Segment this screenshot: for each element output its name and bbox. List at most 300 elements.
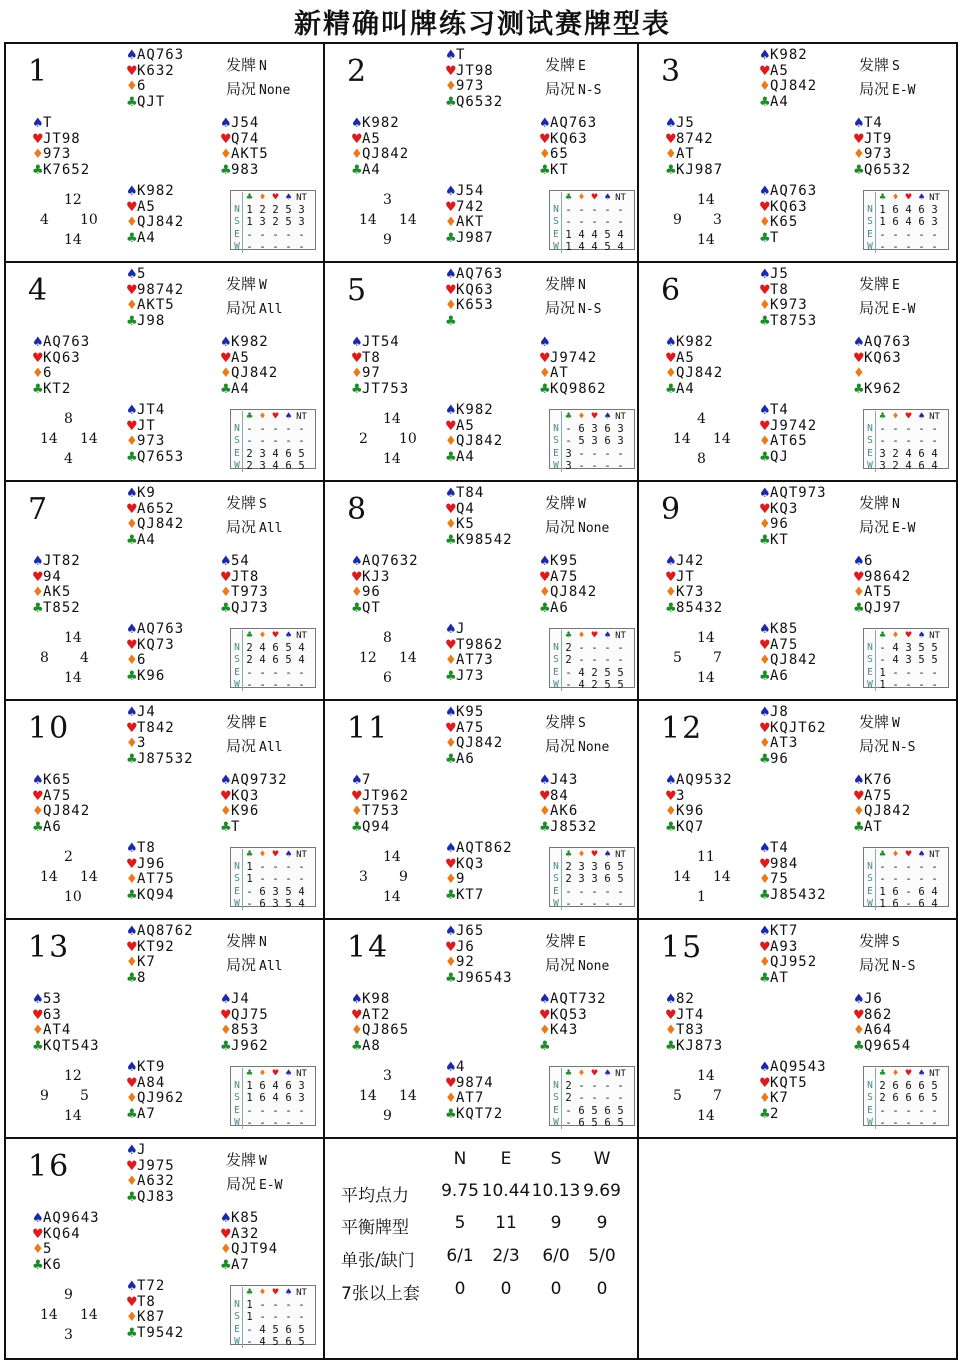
hand-e (539, 992, 607, 1054)
hand-w (351, 116, 409, 178)
heart-icon: ♥ (539, 131, 551, 147)
heart-icon: ♥ (220, 1007, 232, 1023)
hcp-e: 14 (80, 431, 98, 447)
dealer-value: N (259, 935, 267, 950)
spade-icon: ♠ (853, 992, 865, 1007)
club-icon: ♣ (853, 162, 865, 178)
cards-heart: A75 (550, 568, 579, 585)
dealer-label: 发牌 (545, 56, 576, 74)
diamond-icon: ♦ (853, 147, 865, 163)
dd-dir-label: E (551, 1105, 562, 1117)
cards-club: K98542 (456, 531, 513, 548)
suit-row-heart (445, 857, 513, 873)
cards-diamond: T753 (362, 803, 400, 820)
board-number: 9 (661, 492, 683, 527)
hand-n (126, 924, 194, 986)
dd-dir-label: E (232, 1324, 243, 1336)
suit-row-club (759, 450, 817, 466)
hcp-s: 14 (64, 232, 82, 248)
dd-header-heart-icon: ♥ (905, 411, 912, 422)
heart-icon: ♥ (126, 637, 138, 653)
club-icon: ♣ (220, 819, 232, 835)
suit-row-diamond (351, 147, 409, 163)
cards-diamond: AK5 (43, 584, 72, 601)
dd-value: - (565, 204, 572, 217)
cards-heart: Q4 (456, 500, 475, 517)
diamond-icon: ♦ (759, 955, 771, 971)
cards-spade: AQ763 (137, 621, 185, 637)
cards-diamond: AT7 (456, 1090, 485, 1107)
dd-header-club-icon: ♣ (565, 1068, 572, 1079)
hcp-w: 9 (40, 1088, 49, 1104)
dd-value: - (892, 240, 899, 253)
cards-diamond: QJ842 (864, 803, 912, 820)
dd-corner (551, 630, 562, 642)
cards-diamond: K96 (231, 803, 260, 820)
spade-icon: ♠ (759, 486, 771, 501)
cards-club: QJT (137, 93, 166, 110)
suit-row-club (126, 669, 184, 685)
heart-icon: ♥ (665, 569, 677, 585)
hand-w (32, 1211, 100, 1273)
cards-club: A4 (770, 93, 789, 110)
dd-value: - (591, 897, 598, 910)
cards-heart: JT8 (231, 568, 260, 585)
vulnerability-info (226, 516, 283, 537)
suit-row-diamond (126, 955, 194, 971)
dealer-label: 发牌 (226, 494, 257, 512)
hcp-s: 9 (383, 232, 392, 248)
hcp-w: 14 (673, 869, 691, 885)
hand-e (539, 116, 597, 178)
suit-row-spade (759, 622, 817, 638)
dd-header-diamond-icon: ♦ (259, 411, 266, 422)
suit-row-club (759, 971, 817, 987)
hand-n (445, 924, 513, 986)
spade-icon: ♠ (853, 773, 865, 788)
dd-value: - (298, 666, 305, 679)
dd-value: - (259, 1299, 266, 1312)
diamond-icon: ♦ (759, 653, 771, 669)
dd-value: - (905, 873, 912, 886)
spade-icon: ♠ (445, 924, 457, 939)
cards-club: Q6532 (456, 93, 504, 110)
dd-value: - (578, 459, 585, 472)
hcp-e: 14 (399, 212, 417, 228)
suit-row-heart (126, 1076, 184, 1092)
dd-value: - (905, 1104, 912, 1117)
spade-icon: ♠ (539, 116, 551, 131)
summary-header: N (453, 1149, 467, 1169)
spade-icon: ♠ (759, 403, 771, 418)
dd-header-heart-icon: ♥ (905, 630, 912, 641)
dd-dir-label: W (232, 460, 243, 472)
dd-dir-label: E (865, 1105, 876, 1117)
vulnerability-info (226, 78, 290, 99)
cards-heart: JT4 (676, 1006, 705, 1023)
suit-row-club (445, 533, 513, 549)
heart-icon: ♥ (759, 199, 771, 215)
vulnerability-info (859, 735, 916, 756)
vul-label: 局况 (226, 518, 257, 536)
hcp-n: 14 (697, 1068, 715, 1084)
suit-row-club (539, 1039, 607, 1055)
dd-corner (865, 630, 876, 642)
heart-icon: ♥ (445, 1075, 457, 1091)
hcp-e: 7 (713, 1088, 722, 1104)
heart-icon: ♥ (759, 637, 771, 653)
club-icon: ♣ (32, 1038, 44, 1054)
heart-icon: ♥ (126, 939, 138, 955)
board-number: 3 (661, 54, 683, 89)
suit-row-heart (126, 419, 184, 435)
dd-header-club-icon: ♣ (565, 630, 572, 641)
cards-diamond: 96 (362, 584, 381, 601)
suit-row-club (445, 669, 503, 685)
dd-value: - (617, 654, 624, 667)
spade-icon: ♠ (32, 773, 44, 788)
club-icon: ♣ (126, 970, 138, 986)
cards-spade: AQ763 (550, 115, 598, 131)
spade-icon: ♠ (445, 486, 457, 501)
suit-row-diamond (126, 1091, 184, 1107)
dd-value: 4 (578, 666, 585, 679)
diamond-icon: ♦ (759, 1091, 771, 1107)
suit-row-diamond (853, 1023, 911, 1039)
suit-row-spade (759, 705, 827, 721)
dd-value: - (285, 873, 292, 886)
dd-dir-label: W (551, 898, 562, 910)
dd-dir-label: S (232, 873, 243, 885)
dd-value: - (918, 228, 925, 241)
dd-header-spade-icon: ♠ (285, 192, 292, 203)
hand-s (126, 403, 184, 465)
suit-row-spade (853, 116, 911, 132)
cards-spade: J (137, 1142, 147, 1158)
dd-header-nt: NT (615, 850, 626, 860)
dd-value: - (272, 435, 279, 448)
suit-row-spade (445, 705, 503, 721)
suit-row-spade (665, 992, 723, 1008)
hand-n (445, 486, 513, 548)
cards-heart: JT98 (456, 62, 494, 79)
dd-value: 5 (604, 240, 611, 253)
spade-icon: ♠ (351, 335, 363, 350)
suit-row-heart (126, 857, 175, 873)
dd-value: - (272, 861, 279, 874)
dd-value: - (272, 1311, 279, 1324)
spade-icon: ♠ (445, 184, 457, 199)
club-icon: ♣ (126, 94, 138, 110)
double-dummy-table (549, 847, 635, 910)
dd-dir-label: E (551, 448, 562, 460)
dd-value: - (892, 861, 899, 874)
dd-value: 1 (879, 885, 886, 898)
dd-value: 4 (892, 654, 899, 667)
diamond-icon: ♦ (759, 434, 771, 450)
dealer-value: N (259, 59, 267, 74)
cards-club: Q7653 (137, 448, 185, 465)
double-dummy-table (549, 1066, 635, 1129)
cards-spade: K982 (362, 115, 400, 131)
suit-row-diamond (351, 1023, 409, 1039)
heart-icon: ♥ (539, 350, 551, 366)
vul-label: 局况 (226, 1175, 257, 1193)
cards-club: 2 (770, 1105, 780, 1122)
dd-value: - (565, 897, 572, 910)
dd-dir-label: E (865, 448, 876, 460)
board-cell (639, 44, 956, 263)
dd-dir-label: N (865, 861, 876, 873)
dd-header-nt: NT (296, 193, 307, 203)
dd-value: - (591, 459, 598, 472)
dd-header-spade-icon: ♠ (285, 1068, 292, 1079)
spade-icon: ♠ (126, 403, 138, 418)
suit-row-club (351, 1039, 409, 1055)
dd-dir-label: W (232, 241, 243, 253)
suit-row-club (665, 601, 723, 617)
suit-row-heart (32, 1008, 100, 1024)
cards-diamond: 6 (137, 78, 147, 95)
cards-diamond: A632 (137, 1173, 175, 1190)
cards-club: Q9654 (864, 1037, 912, 1054)
dd-value: 3 (298, 1080, 305, 1093)
suit-row-club (126, 971, 194, 987)
diamond-icon: ♦ (853, 804, 865, 820)
cards-diamond: K7 (137, 954, 156, 971)
hand-n (445, 267, 503, 329)
dd-header-club-icon: ♣ (879, 849, 886, 860)
hand-s (759, 184, 817, 246)
suit-row-spade (126, 184, 184, 200)
cards-club: QJ97 (864, 599, 902, 616)
board-number: 15 (661, 930, 704, 965)
dd-value: 2 (272, 204, 279, 217)
cards-heart: J96 (137, 855, 166, 872)
dd-dir-label: N (865, 642, 876, 654)
suit-row-diamond (32, 366, 90, 382)
club-icon: ♣ (759, 230, 771, 246)
suit-row-heart (759, 64, 817, 80)
suit-row-diamond (32, 804, 90, 820)
spade-icon: ♠ (445, 267, 457, 282)
suit-row-diamond (220, 585, 269, 601)
suit-row-heart (32, 789, 90, 805)
dd-value: 6 (285, 1080, 292, 1093)
suit-row-heart (351, 351, 409, 367)
dd-value: - (285, 1299, 292, 1312)
dd-header-spade-icon: ♠ (604, 849, 611, 860)
dd-value: 4 (905, 447, 912, 460)
suit-row-diamond (445, 79, 503, 95)
cards-heart: T8 (362, 349, 381, 366)
suit-row-club (539, 163, 597, 179)
cards-heart: A5 (231, 349, 250, 366)
suit-row-heart (759, 638, 817, 654)
dd-value: - (931, 666, 938, 679)
double-dummy-table (230, 1285, 316, 1348)
board-cell (639, 920, 956, 1139)
dd-header-club-icon: ♣ (879, 630, 886, 641)
board-cell (6, 920, 325, 1139)
suit-row-heart (759, 857, 827, 873)
dd-value: - (578, 654, 585, 667)
suit-row-diamond (539, 147, 597, 163)
summary-header: E (500, 1149, 512, 1169)
dd-corner (551, 1068, 562, 1080)
dd-value: 3 (905, 654, 912, 667)
dealer-value: S (259, 497, 267, 512)
dd-dir-label: S (865, 1092, 876, 1104)
dd-value: 2 (565, 873, 572, 886)
dd-header-nt: NT (296, 850, 307, 860)
hand-n (759, 924, 817, 986)
vulnerability-info (859, 516, 916, 537)
club-icon: ♣ (126, 887, 138, 903)
dd-value: 1 (879, 897, 886, 910)
diamond-icon: ♦ (445, 653, 457, 669)
dd-header-heart-icon: ♥ (905, 192, 912, 203)
heart-icon: ♥ (759, 856, 771, 872)
cards-heart: QJ75 (231, 1006, 269, 1023)
dd-header-nt: NT (296, 1288, 307, 1298)
diamond-icon: ♦ (126, 872, 138, 888)
board-cell (639, 1139, 956, 1358)
dealer-info (226, 711, 267, 732)
cards-heart: J9742 (770, 417, 818, 434)
suit-row-club (853, 601, 911, 617)
club-icon: ♣ (445, 751, 457, 767)
suit-row-diamond (853, 147, 911, 163)
cards-diamond: K5 (456, 516, 475, 533)
dd-value: - (285, 435, 292, 448)
club-icon: ♣ (351, 1038, 363, 1054)
club-icon: ♣ (759, 1106, 771, 1122)
heart-icon: ♥ (445, 199, 457, 215)
dd-dir-label: E (232, 448, 243, 460)
diamond-icon: ♦ (126, 1091, 138, 1107)
dealer-info (545, 273, 586, 294)
double-dummy-table (863, 409, 949, 472)
dd-value: 3 (259, 447, 266, 460)
heart-icon: ♥ (539, 788, 551, 804)
suit-row-heart (759, 502, 827, 518)
cards-club: QJ83 (137, 1188, 175, 1205)
hand-n (759, 267, 817, 329)
summary-value: 2/3 (492, 1246, 520, 1266)
dd-dir-label: N (232, 1080, 243, 1092)
club-icon: ♣ (126, 1106, 138, 1122)
cards-diamond: QJ842 (362, 146, 410, 163)
suit-row-spade (220, 554, 269, 570)
hcp-n: 11 (697, 849, 715, 865)
suit-row-club (220, 163, 269, 179)
dd-value: 3 (931, 216, 938, 229)
summary-value: 9.75 (441, 1181, 479, 1201)
spade-icon: ♠ (665, 116, 677, 131)
dd-dir-label: S (232, 1092, 243, 1104)
dd-header-nt: NT (615, 1069, 626, 1079)
dd-value: 2 (565, 654, 572, 667)
suit-row-heart (445, 638, 503, 654)
cards-club: J987 (456, 229, 494, 246)
cards-club: KT2 (43, 380, 72, 397)
dealer-label: 发牌 (859, 275, 890, 293)
dd-value: - (604, 1080, 611, 1093)
double-dummy-table (863, 190, 949, 253)
cards-club: KQT543 (43, 1037, 100, 1054)
dd-value: - (259, 228, 266, 241)
cards-club: K96 (137, 667, 166, 684)
dd-value: - (931, 423, 938, 436)
club-icon: ♣ (759, 751, 771, 767)
cards-club: KQT72 (456, 1105, 504, 1122)
board-cell (6, 482, 325, 701)
hcp-s: 14 (697, 670, 715, 686)
dd-value: - (578, 897, 585, 910)
cards-club: A6 (456, 750, 475, 767)
cards-heart: J9742 (550, 349, 598, 366)
hand-w (32, 116, 90, 178)
hcp-s: 4 (64, 451, 73, 467)
suit-row-heart (759, 419, 817, 435)
hcp-w: 14 (40, 431, 58, 447)
cards-heart: JT98 (43, 130, 81, 147)
cards-spade: J43 (550, 772, 579, 788)
summary-value: 6/1 (446, 1246, 474, 1266)
vul-value: None (259, 83, 291, 98)
dd-value: 4 (259, 1335, 266, 1348)
spade-icon: ♠ (539, 335, 551, 350)
dd-value: - (259, 678, 266, 691)
dd-corner (232, 849, 243, 861)
suit-row-diamond (220, 1023, 269, 1039)
dd-header-heart-icon: ♥ (272, 849, 279, 860)
suit-row-diamond (351, 366, 409, 382)
vul-value: None (578, 959, 610, 974)
hcp-n: 12 (64, 1068, 82, 1084)
suit-row-club (539, 820, 597, 836)
spade-icon: ♠ (126, 1279, 138, 1294)
club-icon: ♣ (445, 230, 457, 246)
cards-diamond: AT65 (770, 433, 808, 450)
dealer-value: E (892, 278, 900, 293)
club-icon: ♣ (32, 600, 44, 616)
cards-club: QJ73 (231, 599, 269, 616)
cards-club: A4 (137, 229, 156, 246)
hand-e (853, 116, 911, 178)
suit-row-heart (126, 1295, 184, 1311)
summary-value: 9.69 (583, 1181, 621, 1201)
hand-e (853, 773, 911, 835)
heart-icon: ♥ (539, 1007, 551, 1023)
dd-value: - (905, 228, 912, 241)
club-icon: ♣ (539, 600, 551, 616)
dd-value: - (285, 228, 292, 241)
dd-dir-label: S (865, 216, 876, 228)
hand-n (759, 48, 817, 110)
dd-dir-label: W (232, 898, 243, 910)
dd-value: - (918, 678, 925, 691)
dd-value: - (591, 885, 598, 898)
suit-row-spade (126, 622, 184, 638)
suit-row-club (853, 163, 911, 179)
hcp-n: 14 (383, 849, 401, 865)
dd-value: - (905, 861, 912, 874)
dd-value: 6 (604, 423, 611, 436)
dd-value: 6 (604, 861, 611, 874)
dd-value: 3 (272, 885, 279, 898)
